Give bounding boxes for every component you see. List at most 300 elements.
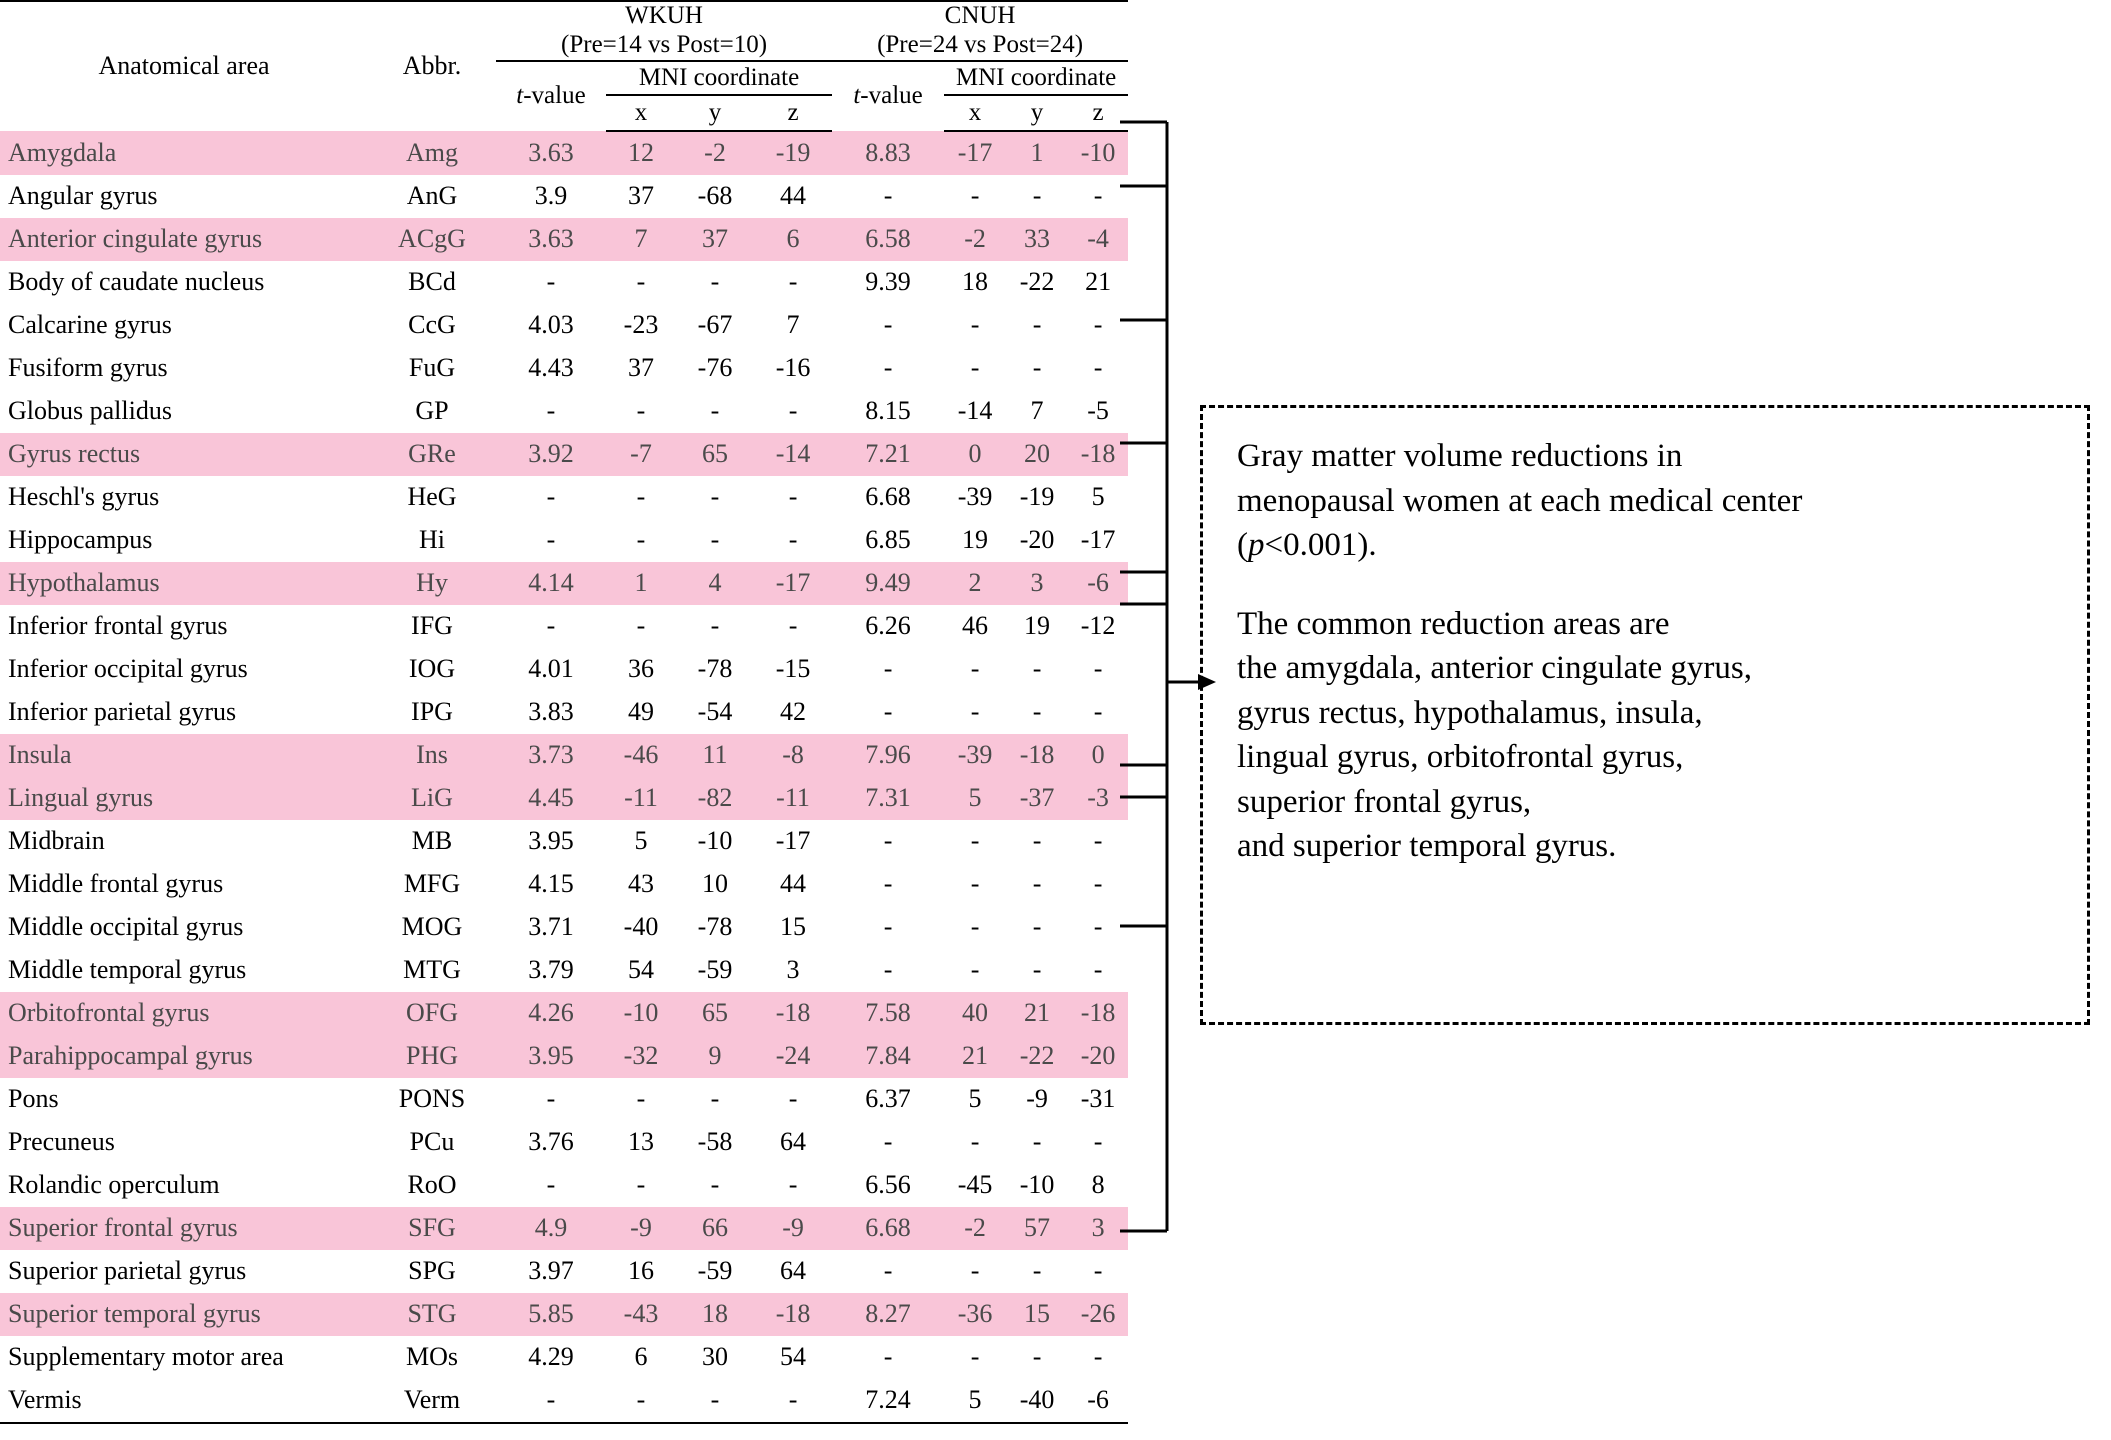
header-tvalue-wkuh — [496, 61, 606, 131]
row-y-cnuh: -19 — [1019, 482, 1055, 511]
row-z-cnuh: - — [1093, 654, 1103, 683]
row-area: Gyrus rectus — [8, 439, 141, 468]
header-mni-wkuh: MNI coordinate — [606, 61, 832, 95]
row-tvalue-cnuh: - — [883, 912, 893, 941]
row-area: Pons — [8, 1084, 59, 1113]
row-x-cnuh: - — [970, 869, 980, 898]
row-y-wkuh: 37 — [702, 224, 728, 253]
row-z-cnuh: -3 — [1087, 783, 1109, 812]
header-group-wkuh-counts: (Pre=14 vs Post=10) — [561, 30, 768, 58]
row-z-cnuh: 8 — [1091, 1170, 1105, 1199]
row-x-cnuh: -2 — [964, 1213, 986, 1242]
row-tvalue-cnuh: 6.26 — [865, 611, 911, 640]
row-area: Superior parietal gyrus — [8, 1256, 247, 1285]
row-z-cnuh: - — [1093, 955, 1103, 984]
row-x-cnuh: - — [970, 826, 980, 855]
table-row — [0, 1207, 1128, 1250]
row-y-wkuh: -78 — [697, 912, 733, 941]
row-z-cnuh: -6 — [1068, 1379, 1128, 1423]
row-abbr: PCu — [409, 1127, 455, 1156]
row-z-cnuh: 0 — [1091, 740, 1105, 769]
row-y-wkuh: - — [710, 396, 720, 425]
header-abbr: Abbr. — [368, 1, 496, 131]
table-row — [0, 992, 1128, 1035]
table-row — [0, 820, 1128, 863]
row-y-cnuh: 33 — [1024, 224, 1051, 253]
row-area: Angular gyrus — [8, 181, 158, 210]
header-group-wkuh-name: WKUH — [625, 2, 703, 29]
table-header — [0, 1, 1128, 131]
row-z-cnuh: - — [1093, 1342, 1103, 1371]
row-z-cnuh: - — [1093, 181, 1103, 210]
row-tvalue-cnuh: - — [883, 654, 893, 683]
row-tvalue-cnuh: 6.85 — [865, 525, 911, 554]
table-row — [0, 1121, 1128, 1164]
row-x-cnuh: -17 — [957, 138, 993, 167]
row-z-wkuh: 44 — [780, 181, 807, 210]
row-tvalue-cnuh: - — [883, 869, 893, 898]
row-tvalue-cnuh: 6.58 — [865, 224, 911, 253]
row-x-wkuh: - — [636, 267, 646, 296]
row-z-cnuh: -17 — [1080, 525, 1116, 554]
row-abbr: BCd — [408, 267, 456, 296]
row-x-wkuh: 13 — [628, 1127, 654, 1156]
row-tvalue-wkuh: - — [546, 1084, 556, 1113]
table-row — [0, 1336, 1128, 1379]
row-y-cnuh: 7 — [1030, 396, 1044, 425]
row-x-cnuh: - — [970, 654, 980, 683]
row-tvalue-cnuh: 7.84 — [865, 1041, 911, 1070]
row-tvalue-wkuh: 4.03 — [528, 310, 574, 339]
callout-line-4: The common reduction areas are — [1237, 605, 1670, 642]
tvalue-italic-wkuh: t — [516, 82, 524, 109]
row-x-cnuh: - — [970, 1256, 980, 1285]
row-abbr: SPG — [408, 1256, 456, 1285]
row-y-cnuh: 21 — [1024, 998, 1051, 1027]
row-tvalue-wkuh: 3.83 — [528, 697, 574, 726]
row-y-wkuh: 10 — [702, 869, 728, 898]
row-x-cnuh: 2 — [968, 568, 982, 597]
row-tvalue-wkuh: 4.01 — [528, 654, 574, 683]
row-abbr: Hi — [419, 525, 445, 554]
callout-gap — [1237, 568, 2057, 602]
row-z-cnuh: 21 — [1085, 267, 1112, 296]
callout-line-1: Gray matter volume reductions in — [1237, 438, 1683, 474]
row-x-cnuh: 5 — [968, 783, 982, 812]
table-row — [0, 175, 1128, 218]
row-tvalue-cnuh: - — [883, 310, 893, 339]
row-tvalue-wkuh: 3.71 — [528, 912, 574, 941]
row-tvalue-wkuh: - — [546, 525, 556, 554]
row-x-wkuh: 6 — [634, 1342, 648, 1371]
row-abbr: AnG — [406, 181, 458, 210]
table-row — [0, 1164, 1128, 1207]
row-area: Superior temporal gyrus — [8, 1299, 261, 1328]
row-z-wkuh: 7 — [786, 310, 800, 339]
row-abbr: GP — [415, 396, 449, 425]
row-tvalue-wkuh: 3.73 — [528, 740, 574, 769]
row-tvalue-cnuh: 9.39 — [865, 267, 911, 296]
row-x-wkuh: 1 — [634, 568, 648, 597]
tvalue-label-cnuh: -value — [860, 82, 923, 109]
row-x-cnuh: -36 — [957, 1299, 993, 1328]
row-tvalue-wkuh: 3.92 — [528, 439, 574, 468]
table-row — [0, 691, 1128, 734]
row-z-cnuh: -5 — [1087, 396, 1109, 425]
row-z-wkuh: 44 — [780, 869, 807, 898]
row-z-wkuh: 64 — [780, 1256, 807, 1285]
row-tvalue-cnuh: 7.31 — [865, 783, 911, 812]
row-x-cnuh: - — [970, 353, 980, 382]
row-tvalue-cnuh: 9.49 — [865, 568, 911, 597]
row-x-wkuh: - — [636, 396, 646, 425]
row-x-wkuh: - — [636, 482, 646, 511]
callout-line-6: gyrus rectus, hypothalamus, insula, — [1237, 694, 1703, 731]
row-tvalue-cnuh: 7.58 — [865, 998, 911, 1027]
row-tvalue-cnuh: - — [883, 1342, 893, 1371]
row-y-wkuh: -2 — [704, 138, 726, 167]
row-y-cnuh: -37 — [1019, 783, 1055, 812]
row-z-wkuh: -17 — [775, 826, 811, 855]
callout-line-3-post: <0.001). — [1264, 527, 1377, 564]
row-abbr: PHG — [405, 1041, 458, 1070]
row-abbr: FuG — [408, 353, 456, 382]
row-tvalue-cnuh: - — [883, 826, 893, 855]
callout-line-5: the amygdala, anterior cingulate gyrus, — [1237, 650, 1752, 687]
row-tvalue-wkuh: 4.14 — [528, 568, 574, 597]
tvalue-italic-cnuh: t — [853, 82, 861, 109]
row-y-wkuh: - — [710, 525, 720, 554]
row-z-wkuh: - — [788, 1084, 798, 1113]
row-x-cnuh: - — [970, 912, 980, 941]
row-z-wkuh: -16 — [775, 353, 811, 382]
row-abbr: RoO — [407, 1170, 457, 1199]
row-x-wkuh: 5 — [634, 826, 648, 855]
row-tvalue-wkuh: 3.76 — [528, 1127, 574, 1156]
row-z-cnuh: -10 — [1080, 138, 1116, 167]
table-row — [0, 648, 1128, 691]
row-abbr: Hy — [416, 568, 448, 597]
row-area: Middle frontal gyrus — [8, 869, 224, 898]
row-abbr: OFG — [405, 998, 458, 1027]
row-abbr: SFG — [408, 1213, 456, 1242]
row-tvalue-wkuh: - — [546, 1170, 556, 1199]
row-x-wkuh: 37 — [628, 181, 654, 210]
row-y-cnuh: 1 — [1030, 138, 1044, 167]
row-z-wkuh: - — [788, 1170, 798, 1199]
row-x-wkuh: 43 — [628, 869, 654, 898]
row-z-wkuh: -9 — [782, 1213, 804, 1242]
row-z-wkuh: 64 — [780, 1127, 807, 1156]
row-z-cnuh: -18 — [1080, 439, 1116, 468]
row-y-cnuh: - — [1032, 654, 1042, 683]
row-x-cnuh: - — [970, 955, 980, 984]
row-abbr: IFG — [411, 611, 453, 640]
header-tvalue-cnuh — [832, 61, 944, 131]
row-abbr: STG — [407, 1299, 457, 1328]
row-y-cnuh: - — [1032, 955, 1042, 984]
row-y-wkuh: -76 — [697, 353, 733, 382]
row-z-wkuh: -15 — [775, 654, 811, 683]
row-tvalue-wkuh: 3.63 — [528, 137, 574, 167]
row-area: Inferior parietal gyrus — [8, 697, 237, 726]
row-tvalue-wkuh: 4.43 — [528, 353, 574, 382]
row-z-cnuh: -20 — [1080, 1041, 1116, 1070]
row-x-cnuh: -45 — [957, 1170, 993, 1199]
row-x-wkuh: -43 — [623, 1299, 659, 1328]
row-x-wkuh: -40 — [623, 912, 659, 941]
row-z-wkuh: -8 — [782, 740, 804, 769]
row-y-cnuh: -9 — [1026, 1084, 1048, 1113]
row-tvalue-wkuh: 3.79 — [528, 955, 574, 984]
callout-line-2: menopausal women at each medical center — [1237, 482, 1803, 519]
row-area: Anterior cingulate gyrus — [8, 224, 263, 253]
row-z-wkuh: 6 — [786, 224, 800, 253]
row-x-cnuh: -39 — [957, 740, 993, 769]
row-z-wkuh: -18 — [775, 1299, 811, 1328]
callout-line-3 — [1237, 523, 2057, 568]
row-y-wkuh: 66 — [702, 1213, 728, 1242]
row-x-wkuh: -46 — [623, 740, 659, 769]
row-z-wkuh: -24 — [775, 1041, 811, 1070]
row-x-wkuh: - — [636, 1084, 646, 1113]
row-tvalue-cnuh: - — [883, 1256, 893, 1285]
row-y-cnuh: 19 — [1024, 611, 1051, 640]
table-row — [0, 906, 1128, 949]
row-x-cnuh: 21 — [962, 1041, 989, 1070]
row-area: Middle occipital gyrus — [8, 912, 244, 941]
row-area: Orbitofrontal gyrus — [8, 998, 210, 1027]
row-z-wkuh: - — [788, 396, 798, 425]
row-z-cnuh: -6 — [1087, 568, 1109, 597]
row-area: Rolandic operculum — [8, 1170, 220, 1199]
header-z-wkuh: z — [754, 95, 832, 131]
callout-p-italic: p — [1248, 527, 1265, 564]
row-y-wkuh: - — [710, 482, 720, 511]
row-x-cnuh: - — [970, 181, 980, 210]
row-area: Insula — [8, 740, 72, 769]
row-area: Body of caudate nucleus — [8, 267, 265, 296]
row-x-wkuh: -23 — [623, 310, 659, 339]
row-tvalue-wkuh: - — [546, 482, 556, 511]
row-z-wkuh: - — [788, 267, 798, 296]
table-row — [0, 777, 1128, 820]
row-x-cnuh: 0 — [968, 439, 982, 468]
row-y-cnuh: -22 — [1019, 1041, 1055, 1070]
row-area: Inferior frontal gyrus — [8, 611, 228, 640]
table-row — [0, 1250, 1128, 1293]
row-y-cnuh: - — [1032, 181, 1042, 210]
header-x-wkuh: x — [606, 95, 676, 131]
row-z-cnuh: - — [1093, 353, 1103, 382]
row-z-wkuh: 42 — [780, 697, 807, 726]
table-row — [0, 1078, 1128, 1121]
row-y-wkuh: 18 — [702, 1299, 728, 1328]
row-abbr: HeG — [407, 482, 457, 511]
table-row — [0, 1293, 1128, 1336]
callout-line-7: lingual gyrus, orbitofrontal gyrus, — [1237, 739, 1684, 776]
tvalue-label-wkuh: -value — [523, 82, 586, 109]
row-x-wkuh: 12 — [628, 138, 654, 167]
row-x-cnuh: -39 — [957, 482, 993, 511]
row-y-cnuh: -40 — [1006, 1379, 1068, 1423]
row-y-wkuh: -68 — [697, 181, 733, 210]
row-abbr: PONS — [398, 1084, 466, 1113]
row-x-cnuh: - — [970, 1342, 980, 1371]
row-area: Lingual gyrus — [8, 783, 154, 812]
header-x-cnuh: x — [944, 95, 1006, 131]
row-tvalue-cnuh: 6.56 — [865, 1170, 911, 1199]
row-x-wkuh: -11 — [624, 783, 658, 812]
row-area: Vermis — [0, 1379, 368, 1423]
row-x-wkuh: - — [636, 611, 646, 640]
header-y-cnuh: y — [1006, 95, 1068, 131]
callout-line-3-pre: ( — [1237, 527, 1248, 564]
table-row — [0, 347, 1128, 390]
row-tvalue-cnuh: - — [883, 181, 893, 210]
callout-box — [1200, 405, 2090, 1025]
row-x-cnuh: 40 — [962, 998, 989, 1027]
row-area: Amygdala — [8, 137, 117, 167]
row-y-cnuh: - — [1032, 697, 1042, 726]
row-area: Calcarine gyrus — [8, 310, 172, 339]
row-y-cnuh: - — [1032, 310, 1042, 339]
row-tvalue-cnuh: - — [883, 955, 893, 984]
header-group-cnuh — [832, 1, 1128, 61]
row-tvalue-wkuh: 5.85 — [528, 1299, 574, 1328]
row-y-cnuh: -10 — [1019, 1170, 1055, 1199]
row-z-cnuh: -4 — [1087, 224, 1109, 253]
row-area: Heschl's gyrus — [8, 482, 160, 511]
row-y-wkuh: -78 — [697, 654, 733, 683]
row-z-wkuh: - — [788, 525, 798, 554]
row-z-cnuh: 3 — [1091, 1213, 1105, 1242]
row-tvalue-cnuh: 7.96 — [865, 740, 911, 769]
row-y-wkuh: -59 — [697, 1256, 733, 1285]
row-tvalue-wkuh: 3.95 — [528, 826, 574, 855]
row-x-cnuh: - — [970, 1127, 980, 1156]
row-tvalue-cnuh: 6.68 — [865, 1213, 911, 1242]
row-z-wkuh: -18 — [775, 998, 811, 1027]
table-row — [0, 1035, 1128, 1078]
table-row — [0, 863, 1128, 906]
row-y-wkuh: -82 — [697, 783, 733, 812]
row-z-wkuh: - — [788, 611, 798, 640]
row-abbr: GRe — [408, 439, 456, 468]
row-z-cnuh: - — [1093, 912, 1103, 941]
row-z-wkuh: 54 — [780, 1342, 807, 1371]
row-z-cnuh: - — [1093, 1127, 1103, 1156]
row-abbr: MOG — [401, 912, 463, 941]
row-z-wkuh: -11 — [776, 783, 810, 812]
row-y-wkuh: -54 — [697, 697, 733, 726]
row-z-cnuh: - — [1093, 310, 1103, 339]
row-abbr: IOG — [408, 654, 456, 683]
table-body — [0, 131, 1128, 1423]
row-tvalue-wkuh: 4.45 — [528, 783, 574, 812]
row-y-cnuh: -20 — [1019, 525, 1055, 554]
table-row — [0, 261, 1128, 304]
row-x-cnuh: 18 — [962, 267, 989, 296]
row-tvalue-wkuh: - — [546, 396, 556, 425]
row-z-wkuh: - — [754, 1379, 832, 1423]
header-y-wkuh: y — [676, 95, 754, 131]
row-y-wkuh: 65 — [702, 439, 728, 468]
row-x-wkuh: - — [636, 525, 646, 554]
row-tvalue-wkuh: 3.97 — [528, 1256, 574, 1285]
row-tvalue-wkuh: 3.95 — [528, 1041, 574, 1070]
table-row — [0, 304, 1128, 347]
row-tvalue-cnuh: 7.24 — [832, 1379, 944, 1423]
row-z-cnuh: - — [1093, 826, 1103, 855]
row-y-cnuh: 20 — [1024, 439, 1051, 468]
row-y-wkuh: -59 — [697, 955, 733, 984]
row-x-cnuh: 19 — [962, 525, 989, 554]
row-area: Middle temporal gyrus — [8, 955, 247, 984]
row-y-cnuh: 15 — [1024, 1299, 1051, 1328]
row-y-wkuh: -67 — [697, 310, 733, 339]
row-x-wkuh: 49 — [628, 697, 654, 726]
row-y-cnuh: - — [1032, 826, 1042, 855]
table-row — [0, 433, 1128, 476]
row-x-wkuh: -9 — [630, 1213, 652, 1242]
header-mni-cnuh: MNI coordinate — [944, 61, 1128, 95]
callout-line-9: and superior temporal gyrus. — [1237, 828, 1617, 865]
row-abbr: MTG — [403, 955, 461, 984]
row-abbr: Ins — [416, 740, 448, 769]
row-area: Supplementary motor area — [8, 1342, 284, 1371]
row-y-wkuh: 9 — [708, 1041, 722, 1070]
row-tvalue-wkuh: 4.9 — [534, 1213, 568, 1242]
row-x-cnuh: - — [970, 310, 980, 339]
row-abbr: CcG — [408, 310, 456, 339]
row-x-wkuh: 37 — [628, 353, 654, 382]
row-tvalue-wkuh: 3.63 — [528, 224, 574, 253]
row-area: Superior frontal gyrus — [8, 1213, 238, 1242]
row-tvalue-cnuh: 8.83 — [865, 137, 911, 167]
table-row — [0, 1379, 1128, 1423]
row-abbr: MOs — [405, 1342, 458, 1371]
row-abbr: MFG — [403, 869, 461, 898]
row-tvalue-cnuh: - — [883, 697, 893, 726]
table-row — [0, 605, 1128, 648]
row-y-wkuh: - — [676, 1379, 754, 1423]
row-tvalue-cnuh: - — [883, 1127, 893, 1156]
row-abbr: Verm — [368, 1379, 496, 1423]
row-y-cnuh: - — [1032, 869, 1042, 898]
row-area: Hippocampus — [8, 525, 153, 554]
row-y-cnuh: - — [1032, 1342, 1042, 1371]
row-z-wkuh: 15 — [780, 912, 807, 941]
row-area: Parahippocampal gyrus — [8, 1041, 253, 1070]
row-area: Inferior occipital gyrus — [8, 654, 248, 683]
row-abbr: LiG — [411, 783, 453, 812]
row-z-cnuh: - — [1093, 1256, 1103, 1285]
row-y-cnuh: - — [1032, 912, 1042, 941]
row-tvalue-wkuh: - — [546, 267, 556, 296]
row-area: Globus pallidus — [8, 396, 172, 425]
row-z-cnuh: -18 — [1080, 998, 1116, 1027]
row-tvalue-wkuh: 4.26 — [528, 998, 574, 1027]
row-y-cnuh: - — [1032, 1127, 1042, 1156]
table-row — [0, 131, 1128, 175]
row-abbr: IPG — [411, 697, 453, 726]
row-y-wkuh: - — [710, 1084, 720, 1113]
row-y-cnuh: -22 — [1019, 267, 1055, 296]
row-tvalue-wkuh: 4.15 — [528, 869, 574, 898]
header-group-wkuh — [496, 1, 832, 61]
row-x-cnuh: 5 — [968, 1084, 982, 1113]
